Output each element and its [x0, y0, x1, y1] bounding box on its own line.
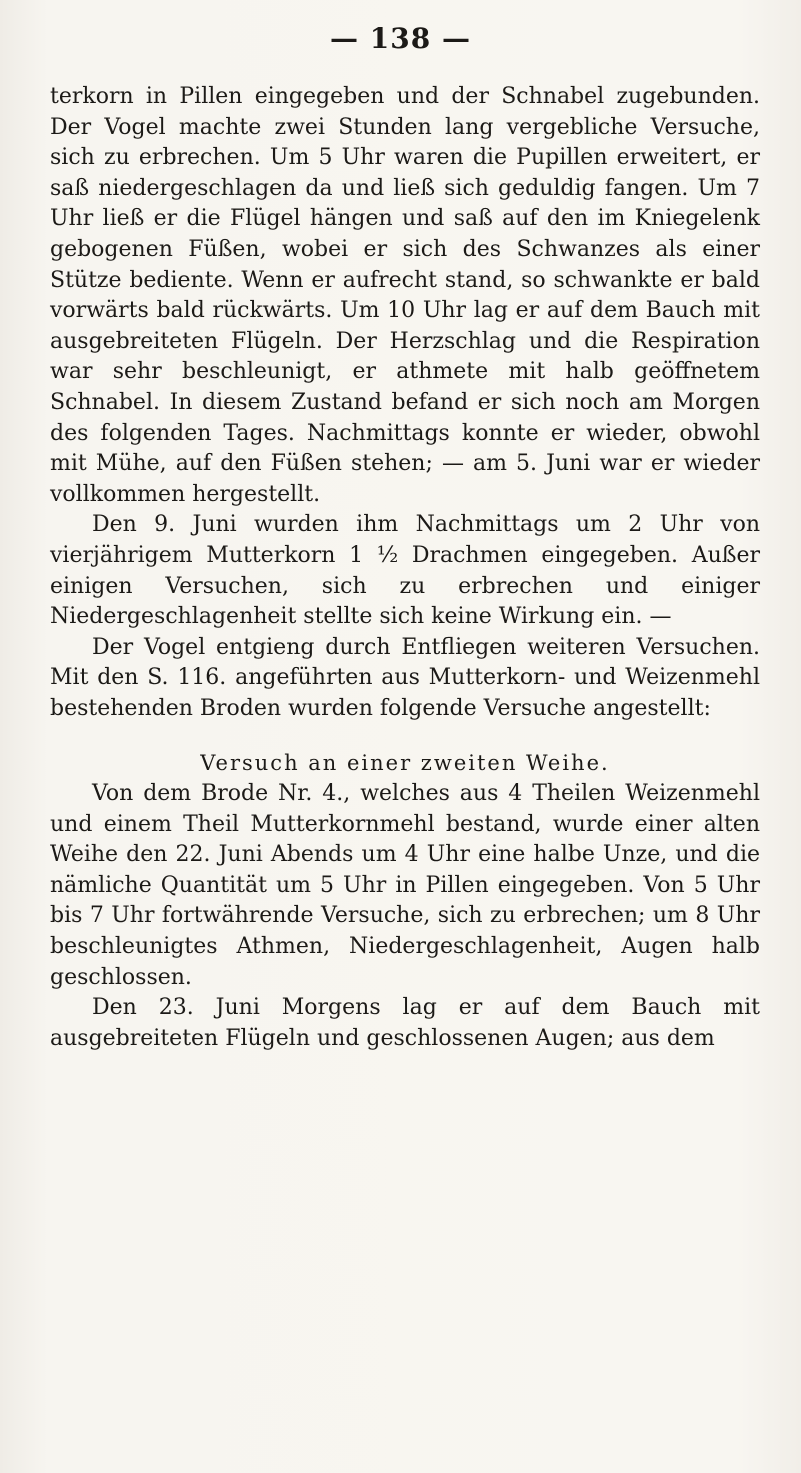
page-number: — 138 —: [330, 22, 471, 55]
section-heading: Versuch an einer zweiten Weihe.: [200, 751, 610, 776]
paragraph-3: Der Vogel entgieng durch Entfliegen weiteren Versuchen. Mit den S. 116. angeführten aus Mutterkorn- und Weizenmehl bestehenden Broden wurden folgende Versuche angestellt:: [50, 634, 760, 721]
paragraph-4: Von dem Brode Nr. 4., welches aus 4 Theilen Weizenmehl und einem Theil Mutterkornmehl bestand, wurde einer alten Weihe den 22. Juni Abends um 4 Uhr eine halbe Unze, und die nämliche Quantität um 5 Uhr in Pillen eingegeben. Von 5 Uhr bis 7 Uhr fortwährende Versuche, sich zu erbrechen; um 8 Uhr beschleunigtes Athmen, Niedergeschlagenheit, Augen halb geschlossen.: [50, 781, 760, 990]
paragraph-5: Den 23. Juni Morgens lag er auf dem Bauch mit ausgebreiteten Flügeln und geschlossenen Augen; aus dem: [50, 995, 760, 1051]
paragraph-1: terkorn in Pillen eingegeben und der Schnabel zugebunden. Der Vogel machte zwei Stunden lang vergebliche Versuche, sich zu erbrechen. Um 5 Uhr waren die Pupillen erweitert, er saß niedergeschlagen da und ließ sich geduldig fangen. Um 7 Uhr ließ er die Flügel hängen und saß auf den im Kniegelenk gebogenen Füßen, wobei er sich des Schwanzes als einer Stütze bediente. Wenn er aufrecht stand, so schwankte er bald vorwärts bald rückwärts. Um 10 Uhr lag er auf dem Bauch mit ausgebreiteten Flügeln. Der Herzschlag und die Respiration war sehr beschleunigt, er athmete mit halb geöffnetem Schnabel. In diesem Zustand befand er sich noch am Morgen des folgenden Tages. Nachmittags konnte er wieder, obwohl mit Mühe, auf den Füßen stehen; — am 5. Juni war er wieder vollkommen hergestellt.: [50, 84, 760, 507]
paragraph-2: Den 9. Juni wurden ihm Nachmittags um 2 Uhr von vierjährigem Mutterkorn 1 ½ Drachmen eingegeben. Außer einigen Versuchen, sich zu erbrechen und einiger Niedergeschlagenheit stellte sich keine Wirkung ein. —: [50, 512, 760, 630]
page-body: [50, 82, 760, 1054]
